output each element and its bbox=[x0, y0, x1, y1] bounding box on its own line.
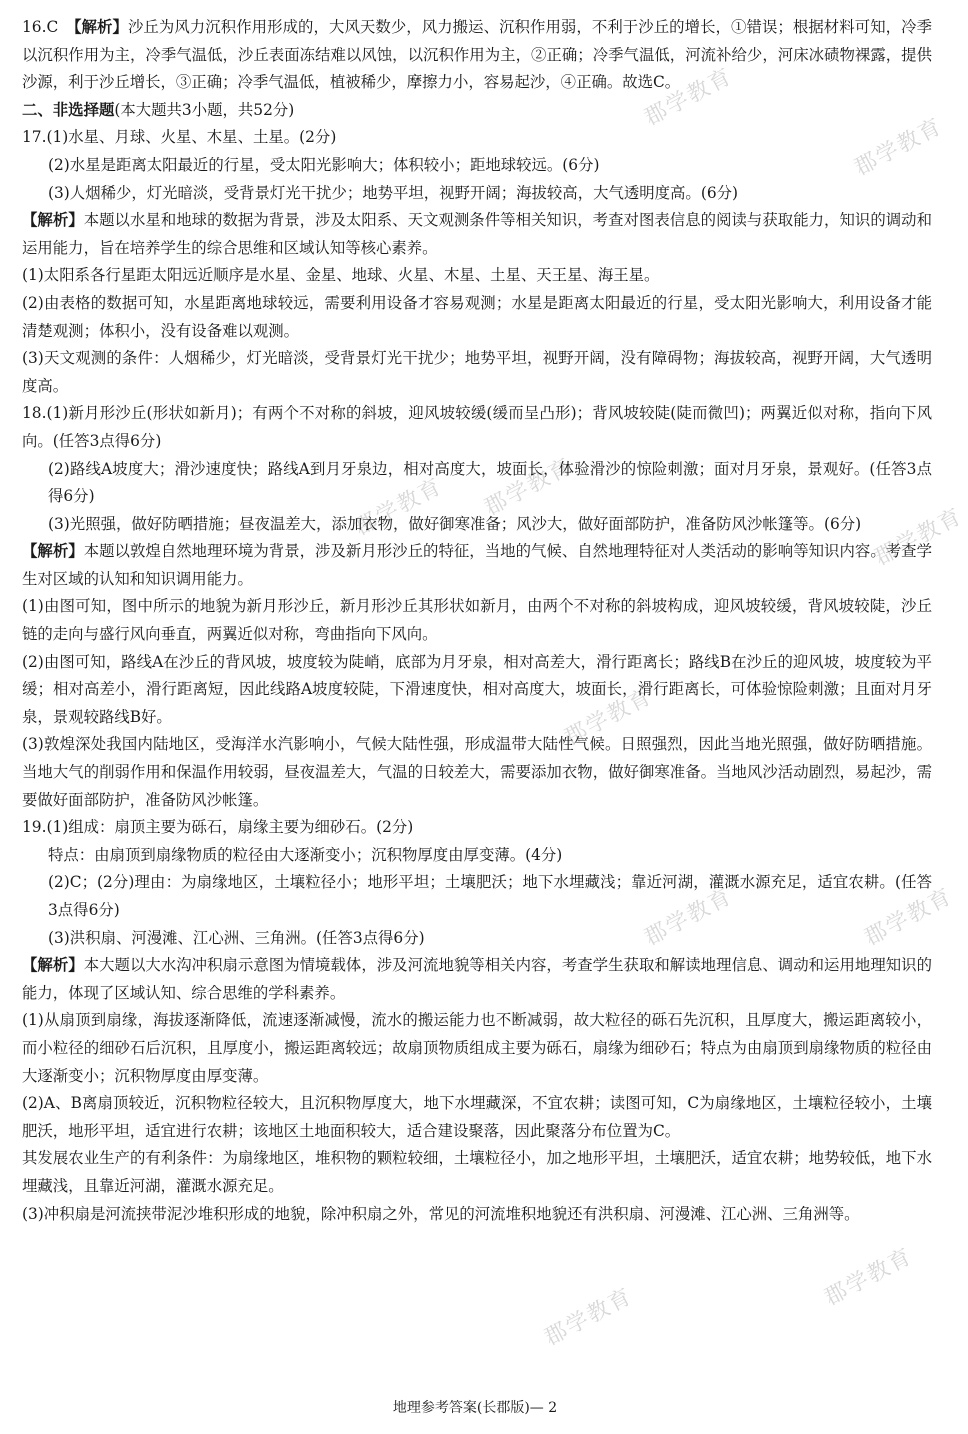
watermark: 郡学教育 bbox=[640, 883, 738, 951]
watermark: 郡学教育 bbox=[480, 453, 578, 521]
bold-label: 【解析】 bbox=[73, 18, 128, 36]
watermark: 郡学教育 bbox=[540, 1283, 638, 1351]
paragraph bbox=[22, 97, 932, 125]
paragraph: 18.(1)新月形沙丘(形状如新月)；有两个不对称的斜坡，迎风坡较缓(缓而呈凸形)；背风坡较陡(陡而微凹)；两翼近似对称，指向下风向。(任答3点得6分) bbox=[22, 404, 932, 450]
paragraph-text: 本大题以大水沟冲积扇示意图为情境载体，涉及河流地貌等相关内容，考查学生获取和解读地理信息、调动和运用地理知识的能力，体现了区域认知、综合思维的学科素养。 bbox=[22, 956, 932, 1002]
watermark: 郡学教育 bbox=[850, 113, 948, 181]
bold-label: 【解析】 bbox=[22, 956, 84, 975]
paragraph-text: 本题以敦煌自然地理环境为背景，涉及新月形沙丘的特征，当地的气候、自然地理特征对人类活动的影响等知识内容。考查学生对区域的认知和知识调用能力。 bbox=[22, 542, 932, 588]
watermark: 郡学教育 bbox=[860, 883, 958, 951]
watermark: 郡学教育 bbox=[820, 1243, 918, 1311]
watermark: 郡学教育 bbox=[560, 683, 658, 751]
bold-label: 二、非选择题 bbox=[22, 100, 115, 119]
paragraph: 19.(1)组成：扇顶主要为砾石，扇缘主要为细砂石。(2分) bbox=[22, 818, 414, 837]
paragraph-text: 沙丘为风力沉积作用形成的，大风天数少，风力搬运、沉积作用弱，不利于沙丘的增长，①错误；根据材料可知，冷季以沉积作用为主，冷季气温低，沙丘表面冻结难以风蚀，以沉积作用为主，②正确；冷季气温低，河流补给少，河床冰碛物裸露，提供沙源，利于沙丘增长，③正确；冷季气温低，植被稀少，摩擦力小，容易起沙，④正确。故选C。 bbox=[22, 18, 932, 92]
paragraph bbox=[22, 538, 932, 593]
paragraph bbox=[22, 14, 932, 97]
paragraph: (3)敦煌深处我国内陆地区，受海洋水汽影响小，气候大陆性强，形成温带大陆性气候。日照强烈，因此当地光照强，做好防晒措施。当地大气的削弱作用和保温作用较弱，昼夜温差大，气温的日较差大，需要添加衣物，做好御寒准备。当地风沙活动剧烈，易起沙，需要做好面部防护，准备防风沙帐篷。 bbox=[22, 735, 932, 809]
answer-content bbox=[22, 14, 932, 1228]
paragraph: (2)C；(2分)理由：为扇缘地区，土壤粒径小；地形平坦；土壤肥沃；地下水埋藏浅；靠近河湖，灌溉水源充足，适宜农耕。(任答3点得6分) bbox=[48, 873, 932, 919]
paragraph: (3)洪积扇、河漫滩、江心洲、三角洲。(任答3点得6分) bbox=[48, 928, 425, 947]
paragraph: (3)光照强，做好防晒措施；昼夜温差大，添加衣物，做好御寒准备；风沙大，做好面部防护，准备防风沙帐篷等。(6分) bbox=[48, 514, 862, 533]
paragraph: 17.(1)水星、月球、火星、木星、土星。(2分) bbox=[22, 128, 337, 147]
paragraph bbox=[22, 207, 932, 262]
paragraph: 特点：由扇顶到扇缘物质的粒径由大逐渐变小；沉积物厚度由厚变薄。(4分) bbox=[48, 845, 563, 864]
paragraph: (2)由表格的数据可知，水星距离地球较远，需要利用设备才容易观测；水星是距离太阳最近的行星，受太阳光影响大，利用设备才能清楚观测；体积小，没有设备难以观测。 bbox=[22, 293, 932, 340]
paragraph: (1)由图可知，图中所示的地貌为新月形沙丘，新月形沙丘其形状如新月，由两个不对称的斜坡构成，迎风坡较缓，背风坡较陡，沙丘链的走向与盛行风向垂直，两翼近似对称，弯曲指向下风向。 bbox=[22, 597, 932, 644]
paragraph: (2)水星是距离太阳最近的行星，受太阳光影响大；体积较小；距地球较远。(6分) bbox=[48, 155, 600, 174]
page-footer: 地理参考答案(长郡版)— 2 bbox=[392, 1400, 558, 1416]
paragraph: (3)天文观测的条件：人烟稀少，灯光暗淡，受背景灯光干扰少；地势平坦，视野开阔，没有障碍物；海拔较高，视野开阔，大气透明度高。 bbox=[22, 349, 932, 395]
bold-label: 【解析】 bbox=[22, 211, 84, 230]
paragraph: (1)太阳系各行星距太阳远近顺序是水星、金星、地球、火星、木星、土星、天王星、海王星。 bbox=[22, 266, 660, 285]
paragraph-text: (本大题共3小题，共52分) bbox=[114, 100, 295, 119]
paragraph: (1)从扇顶到扇缘，海拔逐渐降低，流速逐渐减慢，流水的搬运能力也不断减弱，故大粒径的砾石先沉积，且厚度大，搬运距离较小，而小粒径的细砂石后沉积，且厚度小，搬运距离较远；故扇顶物质组成主要为砾石，扇缘为细砂石；特点为由扇顶到扇缘物质的粒径由大逐渐变小；沉积物厚度由厚变薄。 bbox=[22, 1011, 932, 1085]
paragraph: (3)冲积扇是河流挟带泥沙堆积形成的地貌，除冲积扇之外，常见的河流堆积地貌还有洪积扇、河漫滩、江心洲、三角洲等。 bbox=[22, 1204, 860, 1223]
paragraph-text: 本题以水星和地球的数据为背景，涉及太阳系、天文观测条件等相关知识，考查对图表信息的阅读与获取能力，知识的调动和运用能力，旨在培养学生的综合思维和区域认知等核心素养。 bbox=[22, 211, 932, 257]
watermark: 郡学教育 bbox=[640, 63, 738, 131]
bold-label: 【解析】 bbox=[22, 542, 84, 561]
paragraph: (3)人烟稀少，灯光暗淡，受背景灯光干扰少；地势平坦，视野开阔；海拔较高，大气透明度高。(6分) bbox=[48, 183, 739, 202]
paragraph: (2)路线A坡度大；滑沙速度快；路线A到月牙泉边，相对高度大，坡面长，体验滑沙的惊险刺激；面对月牙泉，景观好。(任答3点得6分) bbox=[48, 459, 932, 506]
paragraph bbox=[22, 952, 932, 1007]
watermark: 郡学教育 bbox=[870, 503, 968, 571]
paragraph: 其发展农业生产的有利条件：为扇缘地区，堆积物的颗粒较细，土壤粒径小，加之地形平坦，土壤肥沃，适宜农耕；地势较低，地下水埋藏浅，且靠近河湖，灌溉水源充足。 bbox=[22, 1149, 932, 1195]
paragraph: (2)由图可知，路线A在沙丘的背风坡，坡度较为陡峭，底部为月牙泉，相对高差大，滑行距离长；路线B在沙丘的迎风坡，坡度较为平缓；相对高差小，滑行距离短，因此线路A坡度较陡，下滑速度快，相对高度大，坡面长，滑行距离长，可体验惊险刺激；且面对月牙泉，景观较路线B好。 bbox=[22, 652, 932, 726]
paragraph-text: 16.C bbox=[22, 18, 74, 36]
watermark: 郡学教育 bbox=[350, 473, 448, 541]
paragraph: (2)A、B离扇顶较近，沉积物粒径较大，且沉积物厚度大，地下水埋藏深，不宜农耕；读图可知，C为扇缘地区，土壤粒径较小，土壤肥沃，地形平坦，适宜进行农耕；该地区土地面积较大，适合建设聚落，因此聚落分布位置为C。 bbox=[22, 1094, 932, 1140]
